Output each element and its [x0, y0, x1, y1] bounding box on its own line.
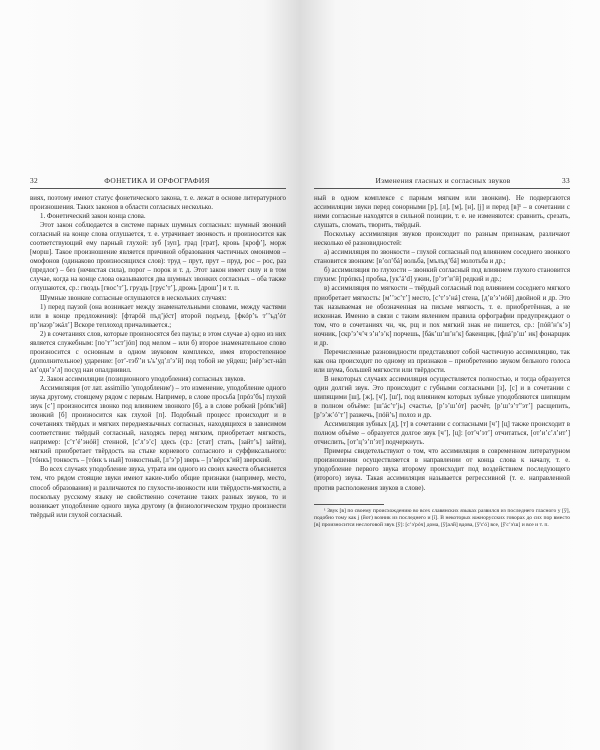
header-rule [30, 188, 286, 189]
page-number: 32 [30, 176, 38, 185]
section-heading: 1. Фонетический закон конца слова. [40, 213, 146, 221]
right-page [300, 0, 600, 750]
paragraph: Перечисленные разновидности представляют собой частичную ассимиляцию, так как она происходит по одному из признаков – приобретению звуком бельного голоса или шума, большей мягкости или твёрдости. [314, 348, 570, 374]
paragraph: Ассимиляция зубных [д], [т] в сочетании с согласными [чʼ] [ц] также происходит в полном объёме – образуется долгое звук [чʼ], [ц]: [отʼчʼэтʼ] отчитаться, [отʼиʼсʼлʼитʼ] отчислить, [отʼцʼэʼпʼэт] подчеркнуть. [314, 421, 570, 447]
list-item: 1) перед паузой (она возникает между знаменательными словами, между частями или в конце предложения): [фтарóй пъдʼjéст] второй подъезд, [фкóрʼъ тʼʼъдʼóт прʼиаэрʼэкáлʼ] Вскоре теплоход причаливается.; [30, 303, 286, 329]
paragraph: ный в одном комплексе с парным мягким или звонким). Не подвергаются ассимиляции звуки перед сонорными [р], [л], [м], [н], [j] и перед [в]¹ – в сочетании с ними согласные находятся в сильной позиции, т. е. не изменяются: сравнить, срезать, слушать, сломать, творить, твёрдый. [314, 195, 570, 230]
paragraph: виях, поэтому имеют статус фонетического закона, т. е. лежат в основе литературного произношения. Таких законов в области согласных несколько. [30, 195, 286, 212]
left-page-body [30, 194, 286, 520]
paragraph: Поскольку ассимиляция звуков происходит по разным признакам, различают несколько её разновидностей: [314, 231, 570, 248]
paragraph: Ассимиляция (от лат. assimilio 'уподобление') – это изменение, уподобление одного звука другому, стоящему рядом с первым. Например, в слове просьба [прóзʼбъ] глухой звук [сʼ] произносится звонко под влиянием звонкого [б], а в слове робкий [рóпкʼий] звонкий [б] произносится как глухой [п]. Подобный процесс происходит и в сочетаниях твёрдых и мягких переднеязычных согласных, находящихся в зависимом соответствии: твёрдый согласный, находясь перед мягким, приобретает мягкость, например: [сʼтʼéʼэнóй] стенной, [сʼлʼэʼс] здесь (ср.: [стат] стать, [зайтʼъ] зайти), мягкий приобретает твёрдость на стыке корневого согласного и суффиксального: [тóнкъ] тонкость – [тóнк ъ ный] тонкостный, [лʼэʼр] зверь – [зʼвéрскʼий] зверский. [30, 384, 286, 465]
paragraph: Этот закон соблюдается в системе парных шумных согласных: шумный звонкий согласный на конце слова оглушается, т. е. утрачивает звонкость и произносится как соответствующий ему парный глухой: зуб [зуп], град [грат], кровь [крофʼ], морж [морш]. Такое произношение является причиной образования частичных омонимов – омофонов (одинаково произносящихся слов): труд – прут, прут – пруд, рос – рос, раз (предлог) – без (нечистая сила), порог – порок и т. д. Этот закон имеет силу и в том случае, когда на конце слова оказываются два шумных звонких согласных – оба также оглушаются, ср.: гвоздь [гвосʼтʼ], груздь [грусʼтʼ], дрожь [дрошʼ] и т. п. [30, 222, 286, 293]
page-number: 33 [561, 176, 570, 185]
left-page-header [30, 173, 286, 185]
paragraph: Примеры свидетельствуют о том, что ассимиляция в современном литературном произношении осуществляется в направлении от конца слова к началу, т. е. уподобление первого звука второму происходит под воздействием последующего (второго) звука. Такая ассимиляция называется регрессивной (т. е. направленной против расположения звуков в слове). [314, 448, 570, 492]
footnote: ¹ Звук [в] по своему происхождению во всех славянских языках развился из последнего гласного у [ў], подобно тому как ј (йот) возник из последнего и [ĭ]. В некоторых южнорусских говорах до сих пор вместо [в] произносится неслоговой звук [ў]: [сʼэ'рóч] дома, [ў]алй] вдова, [ў'с'ó] все, [ў'сʼэ'ш] и все и т. п. [314, 507, 570, 528]
paragraph: Во всех случаях уподобление звука, утрата им одного из своих качеств объясняется тем, что рядом стоящие звуки имеют какие-либо общие признаки (например, место, способ образования) и различаются по глухости-звонкости или твёрдости-мягкости, а поскольку русскому языку не свойственно сочетание таких разных звуков, то и возникает уподобление одного звука другому (в физиологическом трудно произнести твёрдый или глухой согласный. [30, 466, 286, 519]
footnote-rule [314, 504, 384, 505]
list-item: 2) в сочетаниях слов, которые произносятся без паузы; в этом случае а) одно из них является служебным: [поʼтʼʼэстʼjóп] под мелом – или б) второе знаменательное слово произносится с основным в одном звуковом комплексе, имея второстепенное (дополнительное) ударение: [отʼ-тэб'ʼи ъ'ьʼудʼлʼэʼй] под тобой не уйдеш; [нéрʼэст-нáп алʼоднʼэʼл] посуд наи опалднивил. [30, 330, 286, 374]
list-item: в) ассимиляция по мягкости – твёрдый согласный под влиянием соседнего мягкого приобретает мягкость: [мʼʼэсʼтʼ] место, [сʼтʼэʼнá] стена, [дʼвʼэʼнóй] двойной и др. Это так называемая не обозначенная на письме мягкость, т. е. приобретённая, а не исконная. Именно в связи с таким явлением правила орфографии предупреждают о том, что в сочетаниях чн, чк, рщ и пох мягкий знак не пишется, ср.: [пóйʼнʼкʼэ] ночник, [скрʼэʼчʼч эʼнʼэʼк] порчешь, [бáкʼшʼшʼнʼк] бакенщик, [флáʼрʼшʼ ик] фонарщик и др. [314, 285, 570, 347]
list-item: б) ассимиляция по глухости – звонкий согласный под влиянием глухого становится глухим: [прóпкъ] пробка, [укʼáʼd] ужин, [рʼэтʼиʼй] редкий и др.; [314, 267, 570, 284]
right-page-header [314, 173, 570, 185]
list-item: а) ассимиляция по звонкости – глухой согласный под влиянием соседнего звонкого становится звонким: [вʼолʼбá] вольба, [мълъдʼбá] молотьба и др.; [314, 249, 570, 266]
right-page-body [314, 194, 570, 529]
section-heading: 2. Закон ассимиляции (позиционного уподобления) согласных звуков. [40, 375, 246, 383]
running-head: Изменения гласных и согласных звуков [375, 176, 511, 185]
paragraph: Шумные звонкие согласные оглушаются в нескольких случаях: [40, 294, 227, 302]
paragraph: В некоторых случаях ассимиляция осуществляется полностью, и тогда образуется один долгий звук. Это происходит с губными согласными [з], [с] и в сочетании с шипящими [ш], [ж], [ч'], [ш'], под влиянием которых зубные уподобляются шипящим в полном объёме: [шʼáсʼтʼjь] счастье, [рʼэʼшʼóт] расчёт, [рʼшʼэʼт'ʼэтʼ] расщепить, [рʼэʼжʼóʼтʼ] разжечь, [пóйʼъ] полоз и др. [314, 375, 570, 420]
header-rule [314, 188, 570, 189]
running-head: ФОНЕТИКА И ОРФОГРАФИЯ [104, 176, 210, 185]
